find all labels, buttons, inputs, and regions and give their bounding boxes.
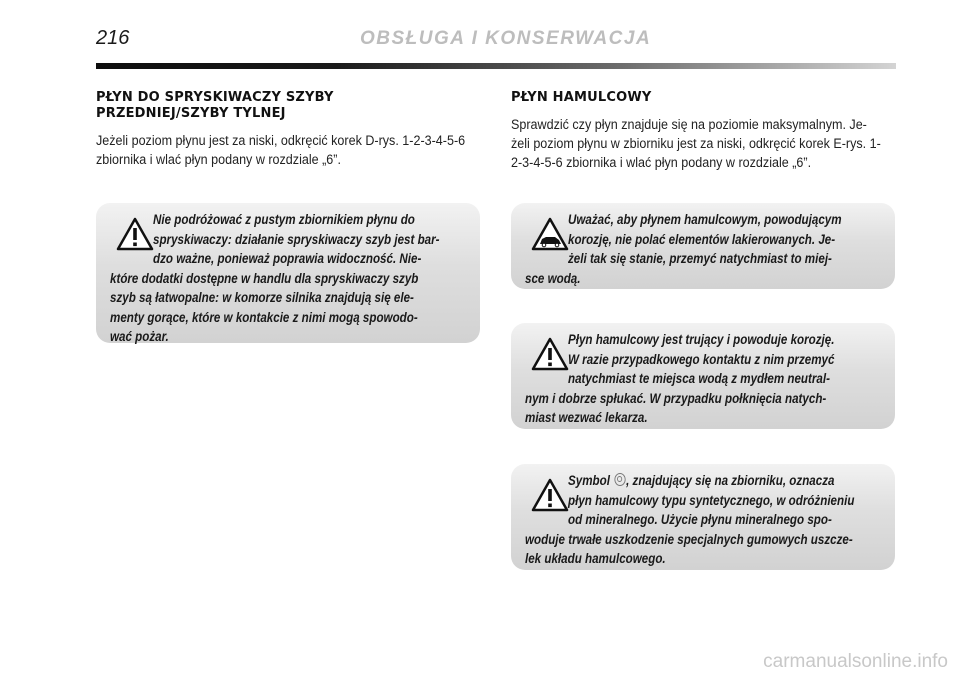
warning-line: natychmiast te miejsca wodą z mydłem neutral- <box>568 371 830 386</box>
warning-line: płyn hamulcowy typu syntetycznego, w odróżnieniu <box>568 492 855 508</box>
washer-fluid-paragraph <box>96 131 481 169</box>
warning-line: wać pożar. <box>110 329 169 344</box>
washer-fluid-heading <box>96 90 481 122</box>
warning-line: miast wezwać lekarza. <box>525 410 648 425</box>
warning-line: dzo ważne, ponieważ poprawia widoczność. Nie- <box>153 251 422 266</box>
paragraph-line: 2-3-4-5-6 zbiornika i wlać płyn podany w rozdziale „6”. <box>511 155 812 170</box>
paint-warning-text <box>525 210 893 288</box>
toxic-warning-box <box>511 323 895 429</box>
symbol-word: Symbol <box>568 473 610 488</box>
warning-line: Uważać, aby płynem hamulcowym, powodującym <box>568 212 842 227</box>
warning-line <box>525 471 854 491</box>
paragraph-line: Sprawdzić czy płyn znajduje się na poziomie maksymalnym. Je- <box>511 117 867 132</box>
toxic-warning-text <box>525 330 885 428</box>
warning-line: woduje trwałe uszkodzenie specjalnych gumowych uszcze- <box>525 531 853 547</box>
brake-fluid-heading: PŁYN HAMULCOWY <box>511 90 652 105</box>
symbol-sentence: , znajdujący się na zbiorniku, oznacza <box>626 473 835 488</box>
warning-line: Nie podróżować z pustym zbiornikiem płynu do <box>153 212 415 227</box>
synthetic-fluid-warning-box <box>511 464 895 570</box>
washer-warning-text <box>110 210 493 347</box>
paint-warning-box <box>511 203 895 289</box>
heading-line: PŁYN DO SPRYSKIWACZY SZYBY <box>96 90 334 105</box>
paragraph-line: żeli poziom płynu w zbiorniku jest za niski, odkręcić korek E-rys. 1- <box>511 136 881 151</box>
warning-line: W razie przypadkowego kontaktu z nim przemyć <box>568 351 835 367</box>
warning-line: żeli tak się stanie, przemyć natychmiast to miej- <box>568 251 832 266</box>
warning-line: które dodatki dostępne w handlu dla spryskiwaczy szyb <box>110 270 419 286</box>
warning-line: Płyn hamulcowy jest trujący i powoduje korozję. <box>568 332 835 347</box>
section-title: OBSŁUGA I KONSERWACJA <box>360 28 652 49</box>
warning-line: nym i dobrze spłukać. W przypadku połknięcia natych- <box>525 390 827 406</box>
right-column <box>511 90 896 172</box>
left-column <box>96 90 481 169</box>
warning-line: spryskiwaczy: działanie spryskiwaczy szyb jest bar- <box>153 231 440 247</box>
page-number: 216 <box>96 27 130 49</box>
warning-line: szyb są łatwopalne: w komorze silnika znajdują się ele- <box>110 290 414 305</box>
warning-line: menty gorące, które w kontakcie z nimi mogą spowodo- <box>110 309 418 325</box>
paragraph-line: Jeżeli poziom płynu jest za niski, odkręcić korek D-rys. 1-2-3-4-5-6 <box>96 133 466 148</box>
header-rule <box>96 63 896 69</box>
warning-line: sce wodą. <box>525 270 581 286</box>
brake-fluid-paragraph <box>511 115 896 172</box>
synthetic-fluid-warning-text <box>525 471 908 569</box>
brake-fluid-symbol-icon <box>614 473 625 486</box>
watermark: carmanualsonline.info <box>763 651 948 672</box>
heading-line: PRZEDNIEJ/SZYBY TYLNEJ <box>96 106 286 121</box>
paragraph-line: zbiornika i wlać płyn podany w rozdziale „6”. <box>96 152 341 167</box>
washer-warning-box <box>96 203 480 343</box>
warning-line: lek układu hamulcowego. <box>525 551 666 566</box>
warning-line: od mineralnego. Użycie płynu mineralnego spo- <box>568 512 832 527</box>
warning-line: korozję, nie polać elementów lakierowanych. Je- <box>568 231 836 247</box>
